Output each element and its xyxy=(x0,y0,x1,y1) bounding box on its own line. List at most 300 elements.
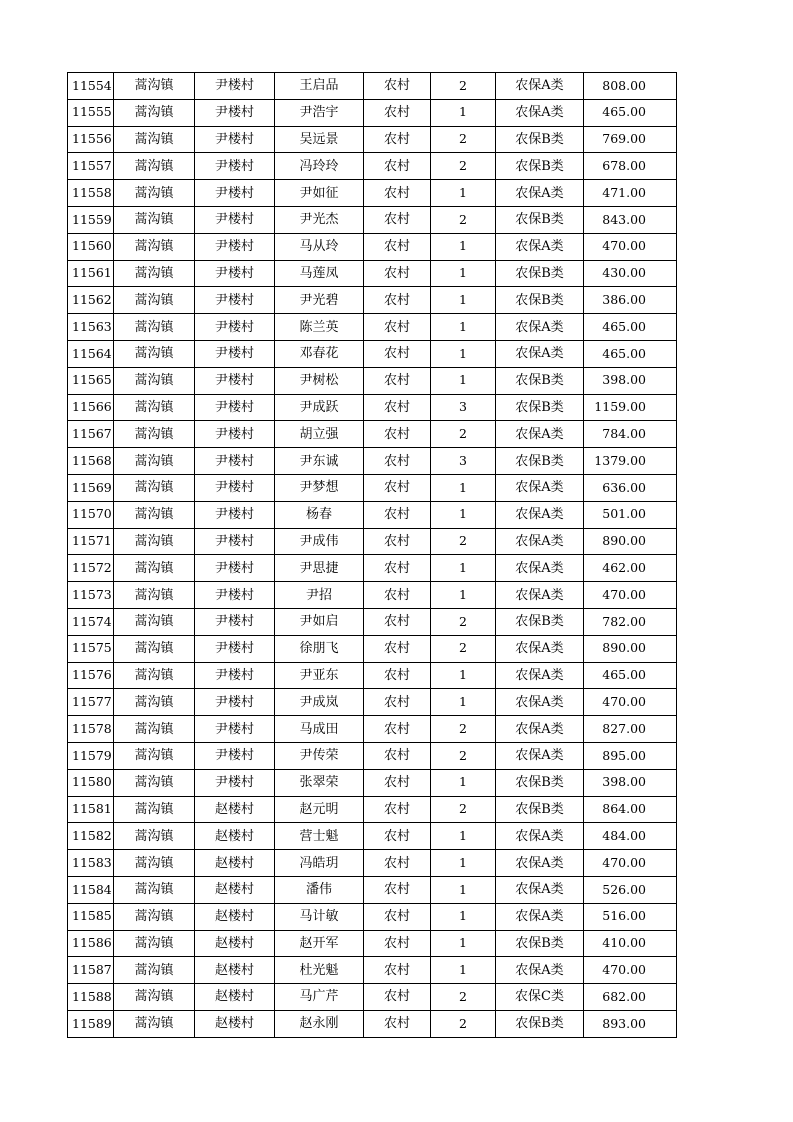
village-cell: 赵楼村 xyxy=(195,930,275,957)
area-type-cell: 农村 xyxy=(364,126,431,153)
town-cell: 蒿沟镇 xyxy=(114,260,195,287)
name-cell: 杜光魁 xyxy=(275,957,364,984)
name-cell: 吴远景 xyxy=(275,126,364,153)
insurance-class-cell: 农保A类 xyxy=(496,582,584,609)
record-id-cell: 11558 xyxy=(68,180,114,207)
amount-cell: 470.00 xyxy=(584,233,677,260)
insurance-class-cell: 农保A类 xyxy=(496,180,584,207)
village-cell: 赵楼村 xyxy=(195,903,275,930)
household-count-cell: 1 xyxy=(431,314,496,341)
insurance-class-cell: 农保A类 xyxy=(496,501,584,528)
amount-cell: 678.00 xyxy=(584,153,677,180)
area-type-cell: 农村 xyxy=(364,99,431,126)
village-cell: 尹楼村 xyxy=(195,99,275,126)
town-cell: 蒿沟镇 xyxy=(114,528,195,555)
insurance-class-cell: 农保A类 xyxy=(496,903,584,930)
name-cell: 尹成跃 xyxy=(275,394,364,421)
table-row xyxy=(68,340,677,367)
insurance-class-cell: 农保A类 xyxy=(496,99,584,126)
table-row xyxy=(68,501,677,528)
table-row xyxy=(68,716,677,743)
record-id-cell: 11570 xyxy=(68,501,114,528)
name-cell: 马计敏 xyxy=(275,903,364,930)
area-type-cell: 农村 xyxy=(364,340,431,367)
village-cell: 尹楼村 xyxy=(195,555,275,582)
records-table-body xyxy=(68,73,677,1038)
insurance-class-cell: 农保A类 xyxy=(496,528,584,555)
name-cell: 胡立强 xyxy=(275,421,364,448)
table-row xyxy=(68,394,677,421)
record-id-cell: 11562 xyxy=(68,287,114,314)
village-cell: 尹楼村 xyxy=(195,233,275,260)
name-cell: 邓春花 xyxy=(275,340,364,367)
insurance-class-cell: 农保A类 xyxy=(496,689,584,716)
household-count-cell: 2 xyxy=(431,1010,496,1037)
name-cell: 尹成伟 xyxy=(275,528,364,555)
table-row xyxy=(68,850,677,877)
household-count-cell: 3 xyxy=(431,448,496,475)
village-cell: 尹楼村 xyxy=(195,206,275,233)
amount-cell: 782.00 xyxy=(584,608,677,635)
amount-cell: 501.00 xyxy=(584,501,677,528)
table-row xyxy=(68,99,677,126)
record-id-cell: 11556 xyxy=(68,126,114,153)
name-cell: 马莲凤 xyxy=(275,260,364,287)
town-cell: 蒿沟镇 xyxy=(114,180,195,207)
amount-cell: 1159.00 xyxy=(584,394,677,421)
amount-cell: 465.00 xyxy=(584,662,677,689)
table-row xyxy=(68,635,677,662)
amount-cell: 465.00 xyxy=(584,340,677,367)
name-cell: 马成田 xyxy=(275,716,364,743)
village-cell: 尹楼村 xyxy=(195,73,275,100)
record-id-cell: 11589 xyxy=(68,1010,114,1037)
table-row xyxy=(68,153,677,180)
area-type-cell: 农村 xyxy=(364,903,431,930)
village-cell: 尹楼村 xyxy=(195,716,275,743)
village-cell: 尹楼村 xyxy=(195,314,275,341)
village-cell: 尹楼村 xyxy=(195,287,275,314)
village-cell: 尹楼村 xyxy=(195,528,275,555)
amount-cell: 430.00 xyxy=(584,260,677,287)
area-type-cell: 农村 xyxy=(364,528,431,555)
town-cell: 蒿沟镇 xyxy=(114,582,195,609)
name-cell: 尹树松 xyxy=(275,367,364,394)
town-cell: 蒿沟镇 xyxy=(114,314,195,341)
insurance-class-cell: 农保B类 xyxy=(496,1010,584,1037)
area-type-cell: 农村 xyxy=(364,180,431,207)
town-cell: 蒿沟镇 xyxy=(114,716,195,743)
area-type-cell: 农村 xyxy=(364,474,431,501)
town-cell: 蒿沟镇 xyxy=(114,984,195,1011)
name-cell: 王启品 xyxy=(275,73,364,100)
amount-cell: 470.00 xyxy=(584,582,677,609)
household-count-cell: 1 xyxy=(431,582,496,609)
table-row xyxy=(68,957,677,984)
household-count-cell: 1 xyxy=(431,180,496,207)
village-cell: 赵楼村 xyxy=(195,823,275,850)
name-cell: 尹梦想 xyxy=(275,474,364,501)
amount-cell: 471.00 xyxy=(584,180,677,207)
insurance-class-cell: 农保A类 xyxy=(496,957,584,984)
name-cell: 尹传荣 xyxy=(275,742,364,769)
insurance-class-cell: 农保B类 xyxy=(496,448,584,475)
amount-cell: 526.00 xyxy=(584,876,677,903)
table-row xyxy=(68,903,677,930)
village-cell: 尹楼村 xyxy=(195,582,275,609)
area-type-cell: 农村 xyxy=(364,876,431,903)
town-cell: 蒿沟镇 xyxy=(114,1010,195,1037)
record-id-cell: 11559 xyxy=(68,206,114,233)
area-type-cell: 农村 xyxy=(364,635,431,662)
village-cell: 尹楼村 xyxy=(195,635,275,662)
household-count-cell: 2 xyxy=(431,635,496,662)
village-cell: 赵楼村 xyxy=(195,984,275,1011)
name-cell: 赵开军 xyxy=(275,930,364,957)
village-cell: 尹楼村 xyxy=(195,448,275,475)
table-row xyxy=(68,421,677,448)
area-type-cell: 农村 xyxy=(364,957,431,984)
town-cell: 蒿沟镇 xyxy=(114,850,195,877)
insurance-class-cell: 农保B类 xyxy=(496,260,584,287)
table-row xyxy=(68,876,677,903)
records-table xyxy=(67,72,677,1038)
amount-cell: 516.00 xyxy=(584,903,677,930)
insurance-class-cell: 农保B类 xyxy=(496,608,584,635)
amount-cell: 769.00 xyxy=(584,126,677,153)
household-count-cell: 1 xyxy=(431,876,496,903)
table-row xyxy=(68,823,677,850)
town-cell: 蒿沟镇 xyxy=(114,823,195,850)
household-count-cell: 1 xyxy=(431,233,496,260)
town-cell: 蒿沟镇 xyxy=(114,635,195,662)
insurance-class-cell: 农保C类 xyxy=(496,984,584,1011)
town-cell: 蒿沟镇 xyxy=(114,367,195,394)
town-cell: 蒿沟镇 xyxy=(114,448,195,475)
amount-cell: 465.00 xyxy=(584,99,677,126)
village-cell: 尹楼村 xyxy=(195,689,275,716)
insurance-class-cell: 农保B类 xyxy=(496,796,584,823)
name-cell: 尹招 xyxy=(275,582,364,609)
insurance-class-cell: 农保A类 xyxy=(496,742,584,769)
town-cell: 蒿沟镇 xyxy=(114,394,195,421)
village-cell: 尹楼村 xyxy=(195,421,275,448)
household-count-cell: 2 xyxy=(431,742,496,769)
insurance-class-cell: 农保A类 xyxy=(496,716,584,743)
table-row xyxy=(68,180,677,207)
table-row xyxy=(68,796,677,823)
town-cell: 蒿沟镇 xyxy=(114,555,195,582)
insurance-class-cell: 农保B类 xyxy=(496,394,584,421)
record-id-cell: 11577 xyxy=(68,689,114,716)
insurance-class-cell: 农保A类 xyxy=(496,421,584,448)
area-type-cell: 农村 xyxy=(364,501,431,528)
area-type-cell: 农村 xyxy=(364,796,431,823)
area-type-cell: 农村 xyxy=(364,662,431,689)
village-cell: 尹楼村 xyxy=(195,126,275,153)
household-count-cell: 2 xyxy=(431,421,496,448)
amount-cell: 843.00 xyxy=(584,206,677,233)
insurance-class-cell: 农保A类 xyxy=(496,850,584,877)
household-count-cell: 2 xyxy=(431,528,496,555)
town-cell: 蒿沟镇 xyxy=(114,662,195,689)
area-type-cell: 农村 xyxy=(364,984,431,1011)
table-row xyxy=(68,260,677,287)
insurance-class-cell: 农保A类 xyxy=(496,474,584,501)
name-cell: 徐朋飞 xyxy=(275,635,364,662)
table-row xyxy=(68,608,677,635)
town-cell: 蒿沟镇 xyxy=(114,287,195,314)
table-row xyxy=(68,474,677,501)
insurance-class-cell: 农保A类 xyxy=(496,635,584,662)
name-cell: 尹成岚 xyxy=(275,689,364,716)
table-row xyxy=(68,126,677,153)
table-row xyxy=(68,769,677,796)
name-cell: 尹亚东 xyxy=(275,662,364,689)
record-id-cell: 11555 xyxy=(68,99,114,126)
area-type-cell: 农村 xyxy=(364,367,431,394)
amount-cell: 864.00 xyxy=(584,796,677,823)
town-cell: 蒿沟镇 xyxy=(114,957,195,984)
area-type-cell: 农村 xyxy=(364,260,431,287)
record-id-cell: 11575 xyxy=(68,635,114,662)
table-row xyxy=(68,448,677,475)
amount-cell: 827.00 xyxy=(584,716,677,743)
town-cell: 蒿沟镇 xyxy=(114,796,195,823)
amount-cell: 636.00 xyxy=(584,474,677,501)
town-cell: 蒿沟镇 xyxy=(114,930,195,957)
table-row xyxy=(68,662,677,689)
area-type-cell: 农村 xyxy=(364,314,431,341)
record-id-cell: 11554 xyxy=(68,73,114,100)
insurance-class-cell: 农保B类 xyxy=(496,367,584,394)
household-count-cell: 2 xyxy=(431,206,496,233)
household-count-cell: 1 xyxy=(431,99,496,126)
household-count-cell: 2 xyxy=(431,984,496,1011)
village-cell: 尹楼村 xyxy=(195,180,275,207)
record-id-cell: 11579 xyxy=(68,742,114,769)
name-cell: 赵永刚 xyxy=(275,1010,364,1037)
name-cell: 冯玲玲 xyxy=(275,153,364,180)
town-cell: 蒿沟镇 xyxy=(114,153,195,180)
amount-cell: 484.00 xyxy=(584,823,677,850)
table-row xyxy=(68,367,677,394)
amount-cell: 808.00 xyxy=(584,73,677,100)
insurance-class-cell: 农保A类 xyxy=(496,662,584,689)
insurance-class-cell: 农保B类 xyxy=(496,206,584,233)
name-cell: 尹如启 xyxy=(275,608,364,635)
household-count-cell: 1 xyxy=(431,367,496,394)
insurance-class-cell: 农保A类 xyxy=(496,876,584,903)
record-id-cell: 11583 xyxy=(68,850,114,877)
name-cell: 冯皓玥 xyxy=(275,850,364,877)
table-row xyxy=(68,73,677,100)
household-count-cell: 1 xyxy=(431,930,496,957)
village-cell: 尹楼村 xyxy=(195,769,275,796)
town-cell: 蒿沟镇 xyxy=(114,689,195,716)
household-count-cell: 1 xyxy=(431,689,496,716)
table-row xyxy=(68,582,677,609)
amount-cell: 470.00 xyxy=(584,689,677,716)
table-row xyxy=(68,555,677,582)
household-count-cell: 1 xyxy=(431,260,496,287)
amount-cell: 895.00 xyxy=(584,742,677,769)
household-count-cell: 1 xyxy=(431,287,496,314)
record-id-cell: 11564 xyxy=(68,340,114,367)
record-id-cell: 11573 xyxy=(68,582,114,609)
area-type-cell: 农村 xyxy=(364,153,431,180)
record-id-cell: 11572 xyxy=(68,555,114,582)
table-row xyxy=(68,528,677,555)
household-count-cell: 1 xyxy=(431,501,496,528)
town-cell: 蒿沟镇 xyxy=(114,742,195,769)
record-id-cell: 11561 xyxy=(68,260,114,287)
record-id-cell: 11565 xyxy=(68,367,114,394)
household-count-cell: 2 xyxy=(431,716,496,743)
record-id-cell: 11584 xyxy=(68,876,114,903)
household-count-cell: 1 xyxy=(431,957,496,984)
insurance-class-cell: 农保B类 xyxy=(496,126,584,153)
village-cell: 尹楼村 xyxy=(195,608,275,635)
village-cell: 赵楼村 xyxy=(195,850,275,877)
village-cell: 尹楼村 xyxy=(195,662,275,689)
household-count-cell: 2 xyxy=(431,73,496,100)
insurance-class-cell: 农保B类 xyxy=(496,153,584,180)
area-type-cell: 农村 xyxy=(364,1010,431,1037)
amount-cell: 386.00 xyxy=(584,287,677,314)
name-cell: 马从玲 xyxy=(275,233,364,260)
record-id-cell: 11581 xyxy=(68,796,114,823)
record-id-cell: 11582 xyxy=(68,823,114,850)
record-id-cell: 11576 xyxy=(68,662,114,689)
name-cell: 张翠荣 xyxy=(275,769,364,796)
area-type-cell: 农村 xyxy=(364,823,431,850)
amount-cell: 893.00 xyxy=(584,1010,677,1037)
name-cell: 尹思捷 xyxy=(275,555,364,582)
insurance-class-cell: 农保A类 xyxy=(496,73,584,100)
table-row xyxy=(68,233,677,260)
name-cell: 尹光杰 xyxy=(275,206,364,233)
town-cell: 蒿沟镇 xyxy=(114,474,195,501)
amount-cell: 682.00 xyxy=(584,984,677,1011)
record-id-cell: 11578 xyxy=(68,716,114,743)
table-row xyxy=(68,206,677,233)
insurance-class-cell: 农保B类 xyxy=(496,769,584,796)
village-cell: 尹楼村 xyxy=(195,474,275,501)
record-id-cell: 11580 xyxy=(68,769,114,796)
area-type-cell: 农村 xyxy=(364,930,431,957)
town-cell: 蒿沟镇 xyxy=(114,903,195,930)
amount-cell: 890.00 xyxy=(584,635,677,662)
household-count-cell: 1 xyxy=(431,340,496,367)
village-cell: 赵楼村 xyxy=(195,1010,275,1037)
area-type-cell: 农村 xyxy=(364,716,431,743)
area-type-cell: 农村 xyxy=(364,608,431,635)
village-cell: 尹楼村 xyxy=(195,340,275,367)
insurance-class-cell: 农保A类 xyxy=(496,823,584,850)
village-cell: 尹楼村 xyxy=(195,394,275,421)
name-cell: 杨春 xyxy=(275,501,364,528)
area-type-cell: 农村 xyxy=(364,555,431,582)
town-cell: 蒿沟镇 xyxy=(114,876,195,903)
household-count-cell: 1 xyxy=(431,850,496,877)
insurance-class-cell: 农保A类 xyxy=(496,314,584,341)
village-cell: 尹楼村 xyxy=(195,260,275,287)
table-row xyxy=(68,930,677,957)
record-id-cell: 11569 xyxy=(68,474,114,501)
record-id-cell: 11585 xyxy=(68,903,114,930)
area-type-cell: 农村 xyxy=(364,582,431,609)
town-cell: 蒿沟镇 xyxy=(114,421,195,448)
village-cell: 尹楼村 xyxy=(195,501,275,528)
insurance-class-cell: 农保A类 xyxy=(496,555,584,582)
amount-cell: 784.00 xyxy=(584,421,677,448)
name-cell: 尹光碧 xyxy=(275,287,364,314)
village-cell: 尹楼村 xyxy=(195,742,275,769)
amount-cell: 462.00 xyxy=(584,555,677,582)
household-count-cell: 2 xyxy=(431,153,496,180)
insurance-class-cell: 农保B类 xyxy=(496,930,584,957)
table-row xyxy=(68,689,677,716)
town-cell: 蒿沟镇 xyxy=(114,206,195,233)
town-cell: 蒿沟镇 xyxy=(114,73,195,100)
record-id-cell: 11557 xyxy=(68,153,114,180)
name-cell: 潘伟 xyxy=(275,876,364,903)
area-type-cell: 农村 xyxy=(364,287,431,314)
name-cell: 尹东诚 xyxy=(275,448,364,475)
record-id-cell: 11560 xyxy=(68,233,114,260)
table-row xyxy=(68,742,677,769)
household-count-cell: 1 xyxy=(431,662,496,689)
household-count-cell: 1 xyxy=(431,903,496,930)
table-row xyxy=(68,1010,677,1037)
household-count-cell: 1 xyxy=(431,769,496,796)
area-type-cell: 农村 xyxy=(364,769,431,796)
household-count-cell: 3 xyxy=(431,394,496,421)
amount-cell: 398.00 xyxy=(584,367,677,394)
amount-cell: 470.00 xyxy=(584,957,677,984)
village-cell: 尹楼村 xyxy=(195,153,275,180)
household-count-cell: 1 xyxy=(431,823,496,850)
table-row xyxy=(68,984,677,1011)
amount-cell: 470.00 xyxy=(584,850,677,877)
insurance-class-cell: 农保A类 xyxy=(496,340,584,367)
name-cell: 尹浩宇 xyxy=(275,99,364,126)
household-count-cell: 2 xyxy=(431,796,496,823)
village-cell: 赵楼村 xyxy=(195,796,275,823)
household-count-cell: 2 xyxy=(431,126,496,153)
town-cell: 蒿沟镇 xyxy=(114,501,195,528)
amount-cell: 410.00 xyxy=(584,930,677,957)
area-type-cell: 农村 xyxy=(364,233,431,260)
record-id-cell: 11588 xyxy=(68,984,114,1011)
town-cell: 蒿沟镇 xyxy=(114,340,195,367)
amount-cell: 465.00 xyxy=(584,314,677,341)
area-type-cell: 农村 xyxy=(364,394,431,421)
record-id-cell: 11568 xyxy=(68,448,114,475)
town-cell: 蒿沟镇 xyxy=(114,233,195,260)
record-id-cell: 11566 xyxy=(68,394,114,421)
table-row xyxy=(68,314,677,341)
name-cell: 马广芹 xyxy=(275,984,364,1011)
name-cell: 尹如征 xyxy=(275,180,364,207)
area-type-cell: 农村 xyxy=(364,689,431,716)
town-cell: 蒿沟镇 xyxy=(114,769,195,796)
record-id-cell: 11586 xyxy=(68,930,114,957)
village-cell: 赵楼村 xyxy=(195,876,275,903)
record-id-cell: 11563 xyxy=(68,314,114,341)
amount-cell: 1379.00 xyxy=(584,448,677,475)
